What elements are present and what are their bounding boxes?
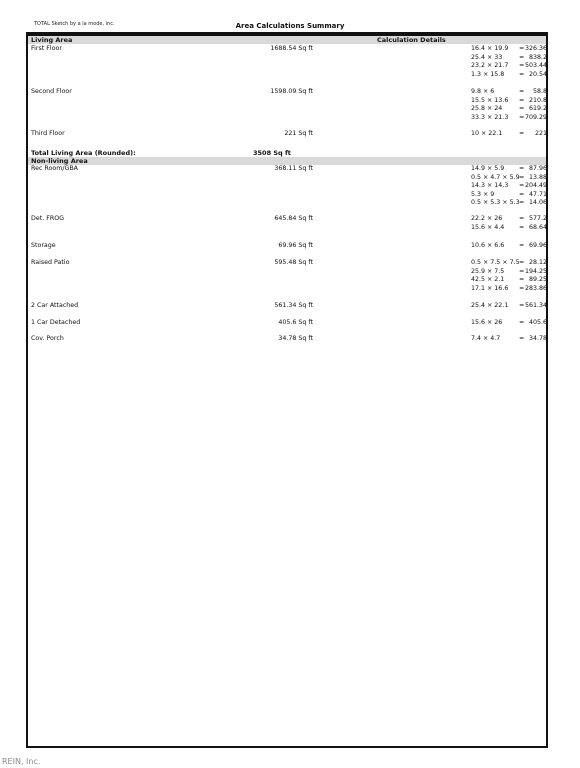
nonliving-area-header — [28, 157, 546, 165]
nonliving-area-heading: Non-living Area — [31, 157, 88, 165]
page-title: Area Calculations Summary — [235, 22, 345, 30]
calc-equals: = — [519, 45, 525, 52]
calculation-list — [471, 335, 547, 344]
calc-result: 503.44 — [524, 62, 547, 69]
calc-equals: = — [519, 319, 525, 326]
calculation-line — [471, 71, 547, 80]
calc-equals: = — [519, 259, 525, 266]
calc-result: 326.36 — [524, 45, 547, 52]
calc-expression: 42.5 × 2.1 — [471, 276, 505, 283]
calc-result: 221 — [534, 130, 547, 137]
calc-equals: = — [519, 62, 525, 69]
calc-equals: = — [519, 190, 525, 198]
calculation-list — [471, 88, 547, 122]
calc-result: 619.2 — [528, 105, 547, 112]
area-value: 1598.09 Sq ft — [270, 88, 313, 95]
calc-expression: 15.6 × 4.4 — [471, 223, 505, 231]
calc-expression: 15.6 × 26 — [471, 319, 503, 326]
calc-result: 69.96 — [528, 242, 547, 249]
calculation-details-heading: Calculation Details — [377, 36, 446, 44]
calculation-line — [471, 302, 547, 311]
area-value: 1688.54 Sq ft — [270, 45, 313, 52]
calculation-line — [471, 259, 547, 268]
calculation-list — [471, 259, 547, 293]
calc-expression: 0.5 × 4.7 × 5.9 — [471, 173, 520, 181]
calc-equals: = — [519, 335, 525, 342]
area-name: 1 Car Detached — [31, 319, 81, 326]
calculation-line — [471, 130, 547, 139]
calc-equals: = — [519, 302, 525, 309]
calculation-line — [471, 62, 547, 71]
calculation-list — [471, 45, 547, 79]
calculation-line — [471, 285, 547, 294]
calc-expression: 25.4 × 33 — [471, 53, 503, 61]
calculation-line — [471, 97, 547, 106]
area-value: 561.34 Sq ft — [274, 302, 313, 309]
area-name: Cov. Porch — [31, 335, 64, 342]
calc-result: 28.12 — [528, 259, 547, 266]
living-area-heading: Living Area — [31, 36, 73, 44]
calc-result: 87.96 — [528, 165, 547, 172]
calculation-line — [471, 215, 547, 224]
calculation-line — [471, 335, 547, 344]
calc-result: 405.6 — [528, 319, 547, 326]
calc-result: 47.71 — [528, 190, 547, 198]
calc-equals: = — [519, 70, 525, 78]
area-value: 34.78 Sq ft — [278, 335, 313, 342]
calc-expression: 9.8 × 6 — [471, 88, 495, 95]
calc-equals: = — [519, 242, 525, 249]
calc-equals: = — [519, 215, 525, 222]
calculation-line — [471, 88, 547, 97]
calc-result: 14.06 — [528, 199, 547, 206]
area-name: Raised Patio — [31, 259, 70, 266]
area-value: 69.96 Sq ft — [278, 242, 313, 249]
calculation-list — [471, 130, 547, 139]
watermark: REIN, Inc. — [2, 757, 41, 766]
living-area-header — [28, 36, 546, 44]
calculation-line — [471, 199, 547, 208]
calc-equals: = — [519, 173, 525, 181]
calculation-line — [471, 174, 547, 183]
calculation-line — [471, 224, 547, 233]
calculation-line — [471, 114, 547, 123]
calc-equals: = — [519, 53, 525, 61]
calc-result: 58.8 — [532, 88, 547, 95]
calculation-line — [471, 105, 547, 114]
calculation-list — [471, 165, 547, 208]
calc-expression: 33.3 × 21.3 — [471, 113, 509, 121]
calc-expression: 1.3 × 15.8 — [471, 70, 505, 78]
calc-expression: 22.2 × 26 — [471, 215, 503, 222]
calc-expression: 17.1 × 16.6 — [471, 284, 509, 292]
calc-expression: 25.4 × 22.1 — [471, 302, 509, 309]
calc-expression: 23.2 × 21.7 — [471, 62, 509, 69]
calc-result: 577.2 — [528, 215, 547, 222]
calc-result: 194.25 — [524, 267, 547, 275]
area-name: Storage — [31, 242, 56, 249]
calc-result: 89.25 — [528, 276, 547, 283]
calc-expression: 14.3 × 14.3 — [471, 182, 509, 189]
brand-label: TOTAL Sketch by a la mode, inc. — [34, 21, 115, 27]
calc-expression: 0.5 × 5.3 × 5.3 — [471, 199, 520, 206]
calc-equals: = — [519, 165, 525, 172]
area-name: Det. FROG — [31, 215, 65, 222]
calculation-line — [471, 45, 547, 54]
area-value: 645.84 Sq ft — [274, 215, 313, 222]
calc-result: 283.86 — [524, 284, 547, 292]
calc-expression: 14.9 × 5.9 — [471, 165, 505, 172]
calc-result: 68.64 — [528, 223, 547, 231]
calc-expression: 7.4 × 4.7 — [471, 335, 501, 342]
calculation-list — [471, 302, 547, 311]
area-name: Third Floor — [31, 130, 65, 137]
area-name: Second Floor — [31, 88, 72, 95]
total-label: Total Living Area (Rounded): — [31, 149, 136, 157]
calc-result: 709.29 — [524, 113, 547, 121]
area-name: 2 Car Attached — [31, 302, 79, 309]
calc-equals: = — [519, 130, 525, 137]
calc-equals: = — [519, 182, 525, 189]
area-value: 368.11 Sq ft — [274, 165, 313, 172]
calc-equals: = — [519, 284, 525, 292]
summary-frame — [26, 32, 548, 748]
calculation-line — [471, 276, 547, 285]
calc-equals: = — [519, 105, 525, 112]
calc-result: 210.8 — [528, 96, 547, 104]
calc-equals: = — [519, 267, 525, 275]
calculation-list — [471, 215, 547, 232]
calc-result: 561.34 — [524, 302, 547, 309]
area-value: 595.48 Sq ft — [274, 259, 313, 266]
area-value: 221 Sq ft — [284, 130, 313, 137]
calculation-line — [471, 319, 547, 328]
calc-expression: 5.3 × 9 — [471, 190, 495, 198]
calc-expression: 25.8 × 24 — [471, 105, 503, 112]
calc-expression: 16.4 × 19.9 — [471, 45, 509, 52]
area-value: 405.6 Sq ft — [278, 319, 313, 326]
area-name: First Floor — [31, 45, 62, 52]
calc-equals: = — [519, 276, 525, 283]
calculation-line — [471, 165, 547, 174]
calculation-line — [471, 191, 547, 200]
calculation-line — [471, 242, 547, 251]
calculation-list — [471, 319, 547, 328]
calc-expression: 15.5 × 13.6 — [471, 96, 509, 104]
calc-result: 204.49 — [524, 182, 547, 189]
calc-equals: = — [519, 88, 525, 95]
total-value: 3508 Sq ft — [253, 149, 291, 157]
calc-equals: = — [519, 113, 525, 121]
calculation-line — [471, 268, 547, 277]
calc-result: 838.2 — [528, 53, 547, 61]
calc-result: 34.78 — [528, 335, 547, 342]
calculation-line — [471, 54, 547, 63]
calc-equals: = — [519, 223, 525, 231]
calc-expression: 10.6 × 6.6 — [471, 242, 505, 249]
calc-expression: 10 × 22.1 — [471, 130, 503, 137]
calculation-list — [471, 242, 547, 251]
calc-expression: 0.5 × 7.5 × 7.5 — [471, 259, 520, 266]
calculation-line — [471, 182, 547, 191]
area-name: Rec Room/GBA — [31, 165, 78, 172]
calc-result: 20.54 — [528, 70, 547, 78]
calc-equals: = — [519, 96, 525, 104]
calc-expression: 25.9 × 7.5 — [471, 267, 505, 275]
calc-result: 13.88 — [528, 173, 547, 181]
calc-equals: = — [519, 199, 525, 206]
